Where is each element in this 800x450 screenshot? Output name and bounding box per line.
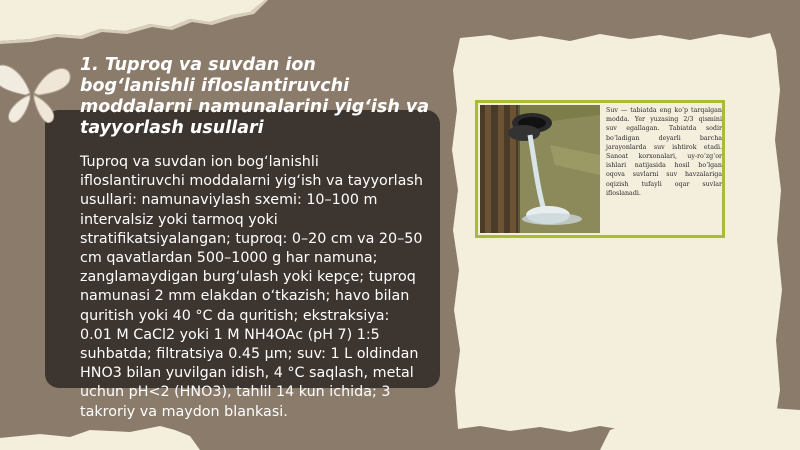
slide-title: 1. Tuproq va suvdan ion bog‘lanishli ifloslantiruvchi moddalarni namunalarini yig‘ish va tayyorlash usullari [80,55,430,138]
slide-body-text: Tuproq va suvdan ion bog‘lanishli ifloslantiruvchi moddalarni yig‘ish va tayyorlash usullari: namunaviylash sxemi: 10–100 m intervalsiz yoki tarmoq yoki stratifikatsiyalangan; tuproq: 0–20 cm va 20–50 cm qavatlardan 500–1000 g har namuna; zanglamaydigan burg‘ulash yoki kepçe; tuproq namunasi 2 mm elakdan o‘tkazish; havo bilan quritish yoki 40 °C da quritish; ekstraksiya: 0.01 M CaCl2 yoki 1 M NH4OAc (pH 7) 1:5 suhbatda; filtratsiya 0.45 µm; suv: 1 L oldindan HNO3 bilan yuvilgan idish, 4 °C saqlash, metal uchun pH<2 (HNO3), tahlil 14 kun ichida; 3 takroriy va maydon blankasi. [80,154,423,420]
water-pipe-photo [480,105,600,233]
figure-box [475,100,725,238]
figure-caption: Suv — tabiatda eng ko‘p tarqalgan modda. Yer yuzasing 2/3 qismini suv egallagan. Tabiatda sodir bo‘ladigan deyarli barcha jarayonlarda suv ishtirok etadi. Sanoat korxonalari, uy-ro‘zg‘or ishlari natijasida hosil bo‘lgan oqova suvlarni suv havzalariga oqizish tufayli oqar suvlar ifloslanadi. [606,107,722,197]
butterfly-icon [0,55,75,130]
